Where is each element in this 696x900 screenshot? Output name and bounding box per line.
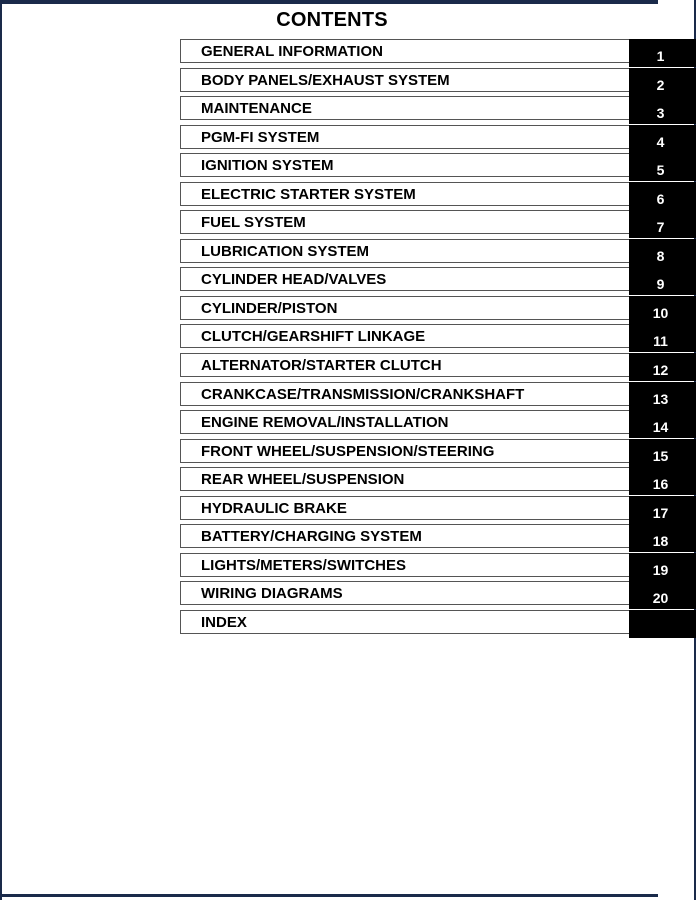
section-tab[interactable] [629,496,696,524]
toc-label: CYLINDER/PISTON [201,299,338,317]
toc-label: WIRING DIAGRAMS [201,585,343,603]
section-number: 20 [652,590,669,607]
toc-label: ELECTRIC STARTER SYSTEM [201,185,416,203]
section-number: 16 [652,476,669,493]
section-tab[interactable] [629,581,696,609]
section-number: 15 [652,447,669,464]
section-number: 10 [652,304,669,321]
section-number: 1 [656,48,665,64]
toc-label: CLUTCH/GEARSHIFT LINKAGE [201,328,426,346]
toc-label: CYLINDER HEAD/VALVES [201,271,387,289]
section-tab[interactable] [629,182,696,210]
toc-entry-hydraulic-brake[interactable] [180,496,696,520]
toc-label: INDEX [201,613,247,631]
section-tab[interactable] [629,153,696,181]
toc-label-box [180,210,630,234]
toc-entry-cylinder-piston[interactable] [180,296,696,320]
section-number: 14 [652,419,669,436]
section-tab[interactable] [629,610,696,638]
page-border-left [0,0,2,900]
section-tab[interactable] [629,467,696,495]
toc-entry-crankcase-transmission-crankshaft[interactable] [180,382,696,406]
toc-label: LUBRICATION SYSTEM [201,242,370,260]
section-tab[interactable] [629,353,696,381]
toc-label: BATTERY/CHARGING SYSTEM [201,528,422,546]
toc-entry-electric-starter-system[interactable] [180,182,696,206]
toc-label-box [180,496,630,520]
toc-entry-clutch-gearshift-linkage[interactable] [180,324,696,348]
toc-entry-front-wheel-suspension-steering[interactable] [180,439,696,463]
toc-label-box [180,39,630,63]
toc-entry-maintenance[interactable] [180,96,696,120]
toc-label-box [180,68,630,92]
section-number: 8 [656,247,665,264]
section-tab[interactable] [629,324,696,352]
toc-label-box [180,267,630,291]
toc-entry-wiring-diagrams[interactable] [180,581,696,605]
toc-label: HYDRAULIC BRAKE [201,499,347,517]
toc-entry-pgm-fi-system[interactable] [180,125,696,149]
section-number: 4 [656,133,665,150]
toc-label-box [180,553,630,577]
toc-label-box [180,410,630,434]
contents-list [180,39,696,638]
toc-entry-fuel-system[interactable] [180,210,696,234]
toc-label-box [180,581,630,605]
toc-label-box [180,182,630,206]
page-border-bottom [0,894,658,897]
section-number: 13 [652,390,669,407]
toc-label: PGM-FI SYSTEM [201,128,320,146]
toc-entry-index[interactable] [180,610,696,634]
section-number: 9 [656,276,665,293]
section-tab[interactable] [629,96,696,124]
toc-label: BODY PANELS/EXHAUST SYSTEM [201,71,450,89]
toc-label-box [180,324,630,348]
section-number: 5 [656,162,665,179]
section-tab[interactable] [629,439,696,467]
toc-label-box [180,239,630,263]
section-tab[interactable] [629,382,696,410]
toc-entry-ignition-system[interactable] [180,153,696,177]
toc-label-box [180,96,630,120]
toc-entry-alternator-starter-clutch[interactable] [180,353,696,377]
section-tab[interactable] [629,524,696,552]
section-number: 11 [653,333,668,350]
toc-label-box [180,153,630,177]
toc-entry-general-information[interactable] [180,39,696,63]
section-number: 2 [656,76,665,93]
toc-entry-cylinder-head-valves[interactable] [180,267,696,291]
section-number: 17 [652,504,669,521]
toc-entry-body-panels-exhaust-system[interactable] [180,68,696,92]
section-tab[interactable] [629,239,696,267]
section-tab[interactable] [629,210,696,238]
toc-label: FUEL SYSTEM [201,214,306,232]
toc-label-box [180,353,630,377]
section-number: 18 [652,533,669,550]
section-tab[interactable] [629,125,696,153]
toc-label-box [180,524,630,548]
toc-entry-lubrication-system[interactable] [180,239,696,263]
section-number: 3 [656,105,665,122]
section-number: 7 [656,219,665,236]
toc-label: ALTERNATOR/STARTER CLUTCH [201,357,442,375]
toc-label: MAINTENANCE [201,100,312,118]
toc-label: GENERAL INFORMATION [201,43,383,60]
toc-label-box [180,610,630,634]
section-number: 12 [652,362,669,379]
toc-label: ENGINE REMOVAL/INSTALLATION [201,414,449,432]
page-border-top [0,0,658,4]
section-tab[interactable] [629,410,696,438]
toc-entry-battery-charging-system[interactable] [180,524,696,548]
toc-label-box [180,296,630,320]
page-title: CONTENTS [276,9,388,31]
toc-label-box [180,467,630,491]
toc-label: IGNITION SYSTEM [201,157,334,175]
toc-label-box [180,382,630,406]
toc-entry-lights-meters-switches[interactable] [180,553,696,577]
section-tab[interactable] [629,68,696,96]
section-tab[interactable] [629,39,696,67]
section-tab[interactable] [629,267,696,295]
section-number: 19 [652,561,669,578]
toc-entry-engine-removal-installation[interactable] [180,410,696,434]
section-tab[interactable] [629,553,696,581]
toc-label: REAR WHEEL/SUSPENSION [201,471,405,489]
toc-entry-rear-wheel-suspension[interactable] [180,467,696,491]
toc-label-box [180,439,630,463]
toc-label: CRANKCASE/TRANSMISSION/CRANKSHAFT [201,385,525,403]
section-tab[interactable] [629,296,696,324]
toc-label: FRONT WHEEL/SUSPENSION/STEERING [201,442,495,460]
toc-label: LIGHTS/METERS/SWITCHES [201,556,407,574]
section-number: 6 [656,190,665,207]
toc-label-box [180,125,630,149]
